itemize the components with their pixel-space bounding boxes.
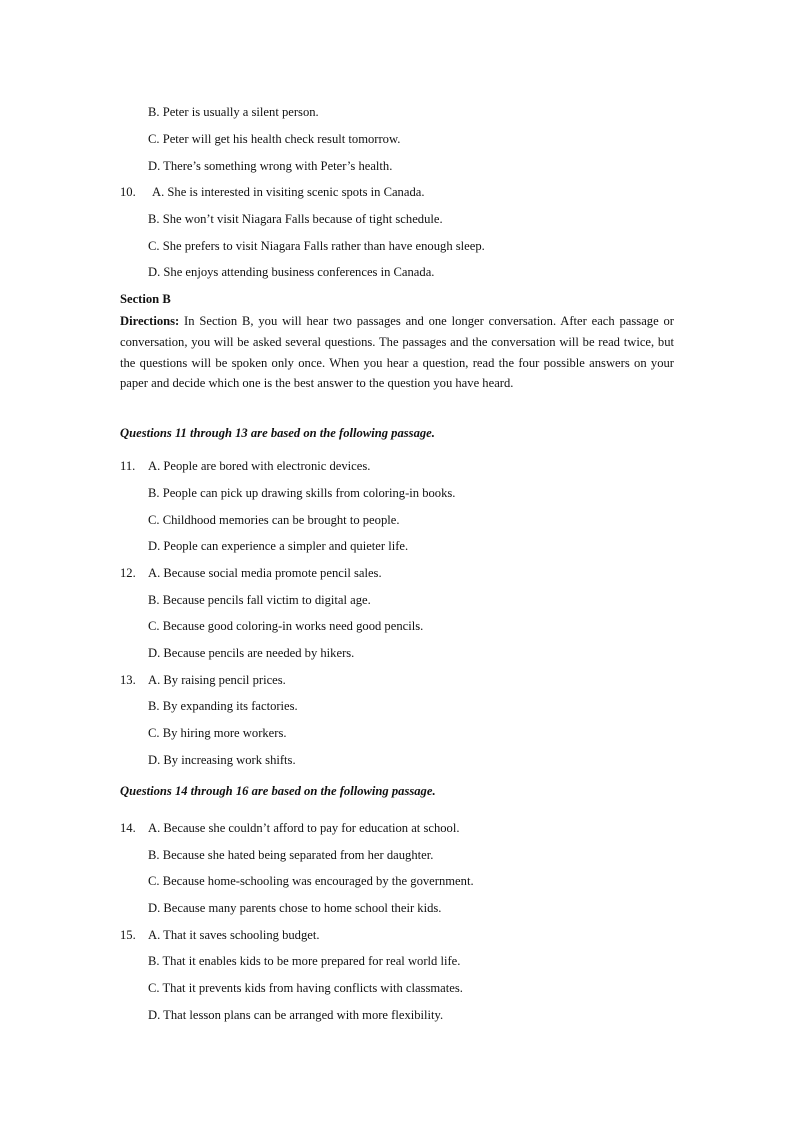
q9-option-b: B. Peter is usually a silent person. [148, 105, 319, 119]
q12-option-a: A. Because social media promote pencil sales. [148, 566, 382, 580]
q11-option-d: D. People can experience a simpler and quieter life. [148, 539, 409, 553]
q10-number: 10. [120, 185, 136, 199]
q14-option-d: D. Because many parents chose to home school their kids. [148, 901, 442, 915]
q12-number: 12. [120, 566, 136, 580]
q11-option-b: B. People can pick up drawing skills from coloring-in books. [148, 486, 456, 500]
q10-option-c: C. She prefers to visit Niagara Falls rather than have enough sleep. [148, 239, 485, 253]
group-14-16-title: Questions 14 through 16 are based on the following passage. [120, 784, 436, 798]
q10-option-b: B. She won’t visit Niagara Falls because of tight schedule. [148, 212, 443, 226]
q14-option-c: C. Because home-schooling was encouraged by the government. [148, 874, 474, 888]
q15-option-a: A. That it saves schooling budget. [148, 928, 320, 942]
q14-option-b: B. Because she hated being separated from her daughter. [148, 848, 434, 862]
section-b-directions [120, 311, 674, 394]
q11-option-a: A. People are bored with electronic devices. [148, 459, 371, 473]
q15-option-c: C. That it prevents kids from having conflicts with classmates. [148, 981, 463, 995]
q10-option-a: A. She is interested in visiting scenic spots in Canada. [152, 185, 425, 199]
q13-option-b: B. By expanding its factories. [148, 699, 298, 713]
q13-option-d: D. By increasing work shifts. [148, 753, 296, 767]
q12-option-b: B. Because pencils fall victim to digital age. [148, 593, 371, 607]
q11-number: 11. [120, 459, 136, 473]
q13-option-a: A. By raising pencil prices. [148, 673, 286, 687]
directions-text: In Section B, you will hear two passages and one longer conversation. After each passage or conversation, you will be asked several questions. The passages and the conversation will be read twice, but the questions will be spoken only once. When you hear a question, read the four possible answers on your paper and decide which one is the best answer to the question you have heard. [120, 314, 674, 391]
section-b-heading: Section B [120, 292, 171, 306]
q9-option-c: C. Peter will get his health check result tomorrow. [148, 132, 401, 146]
q14-number: 14. [120, 821, 136, 835]
q14-option-a: A. Because she couldn’t afford to pay for education at school. [148, 821, 460, 835]
group-11-13-title: Questions 11 through 13 are based on the following passage. [120, 426, 435, 440]
q11-option-c: C. Childhood memories can be brought to people. [148, 513, 400, 527]
q15-option-b: B. That it enables kids to be more prepared for real world life. [148, 954, 461, 968]
q15-number: 15. [120, 928, 136, 942]
q13-option-c: C. By hiring more workers. [148, 726, 287, 740]
q10-option-d: D. She enjoys attending business conferences in Canada. [148, 265, 435, 279]
q13-number: 13. [120, 673, 136, 687]
q12-option-d: D. Because pencils are needed by hikers. [148, 646, 355, 660]
q15-option-d: D. That lesson plans can be arranged with more flexibility. [148, 1008, 444, 1022]
directions-label: Directions: [120, 314, 180, 328]
q9-option-d: D. There’s something wrong with Peter’s health. [148, 159, 393, 173]
q12-option-c: C. Because good coloring-in works need good pencils. [148, 619, 424, 633]
